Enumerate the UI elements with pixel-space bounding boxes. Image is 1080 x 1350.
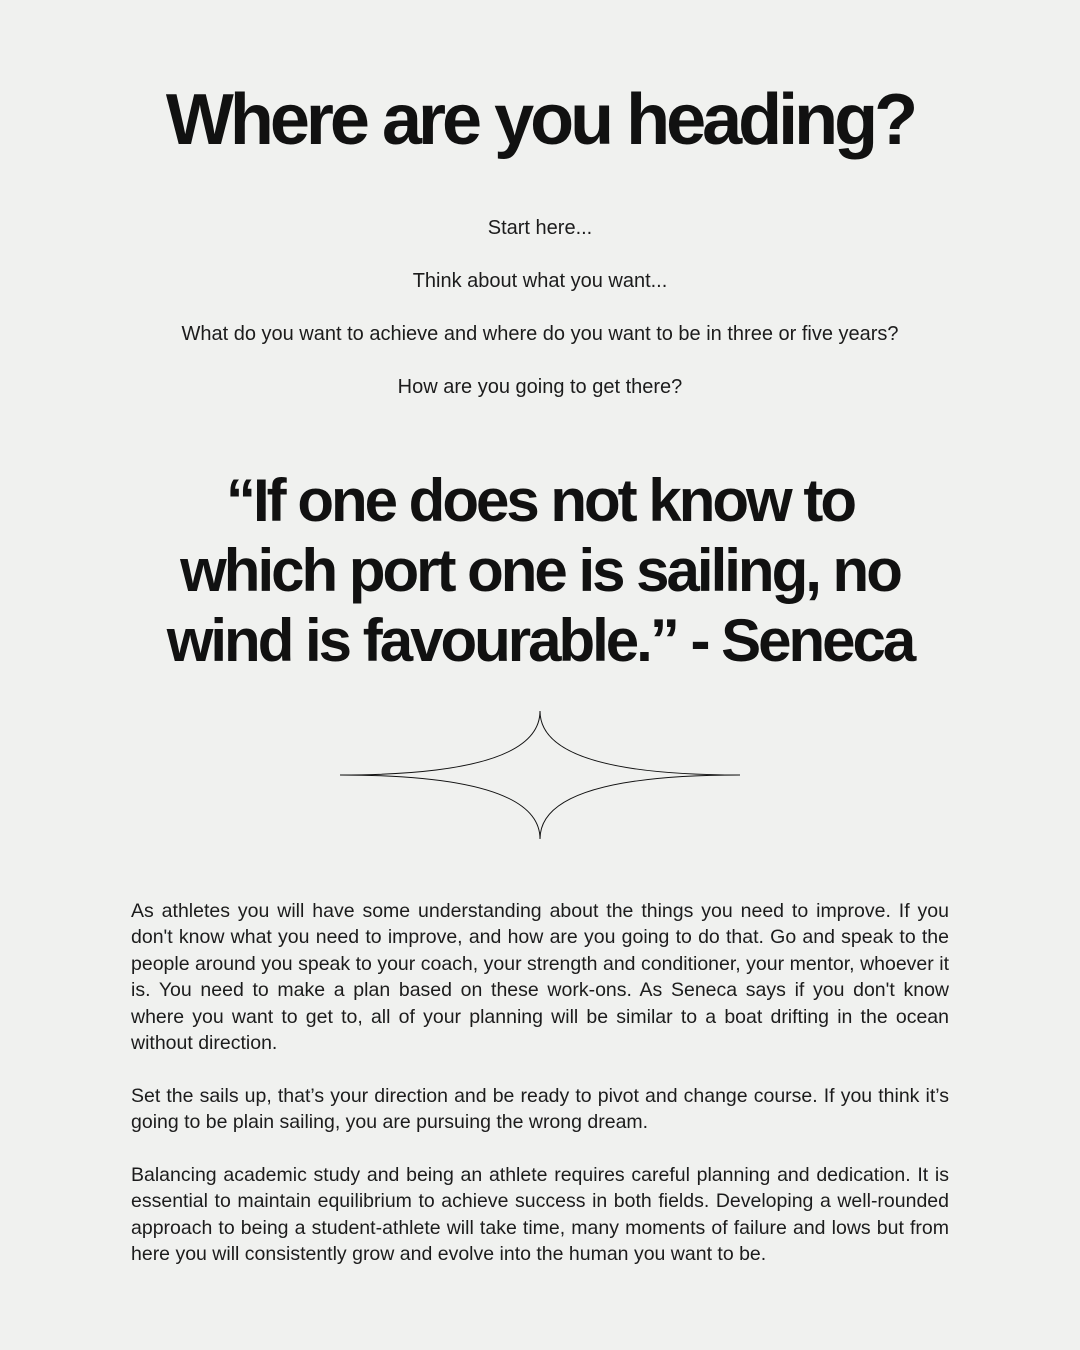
paragraph-balance: Balancing academic study and being an athlete requires careful planning and dedication. It is essential to maintain equilibrium to achieve success in both fields. Developing a well-rounded approach to being a student-athlete will take time, many moments of failure and lows but from here you will consistently grow and evolve into the human you want to be. — [131, 1164, 949, 1266]
body-text — [131, 898, 949, 1294]
paragraph-improve: As athletes you will have some understanding about the things you need to improve. If you don't know what you need to improve, and how are you going to do that. Go and speak to the people around you speak to your coach, your strength and conditioner, your mentor, whoever it is. You need to make a plan based on these work-ons. As Seneca says if you don't know where you want to get to, all of your planning will be similar to a boat drifting in the ocean without direction. — [131, 900, 949, 1055]
quote-line-1: “If one does not know to — [226, 467, 854, 534]
quote-line-3: wind is favourable.” - Seneca — [166, 607, 914, 674]
prompt-start: Start here... — [487, 217, 593, 239]
prompt-list — [0, 214, 1080, 426]
prompt-how: How are you going to get there? — [397, 376, 683, 398]
prompt-think: Think about what you want... — [412, 270, 668, 292]
seneca-quote — [100, 466, 980, 676]
prompt-achieve: What do you want to achieve and where do you want to be in three or five years? — [181, 323, 899, 345]
four-point-star-icon — [338, 710, 742, 840]
quote-line-2: which port one is sailing, no — [180, 537, 900, 604]
paragraph-sails: Set the sails up, that’s your direction and be ready to pivot and change course. If you think it’s going to be plain sailing, you are pursuing the wrong dream. — [131, 1084, 949, 1134]
page-title: Where are you heading? — [165, 80, 915, 160]
